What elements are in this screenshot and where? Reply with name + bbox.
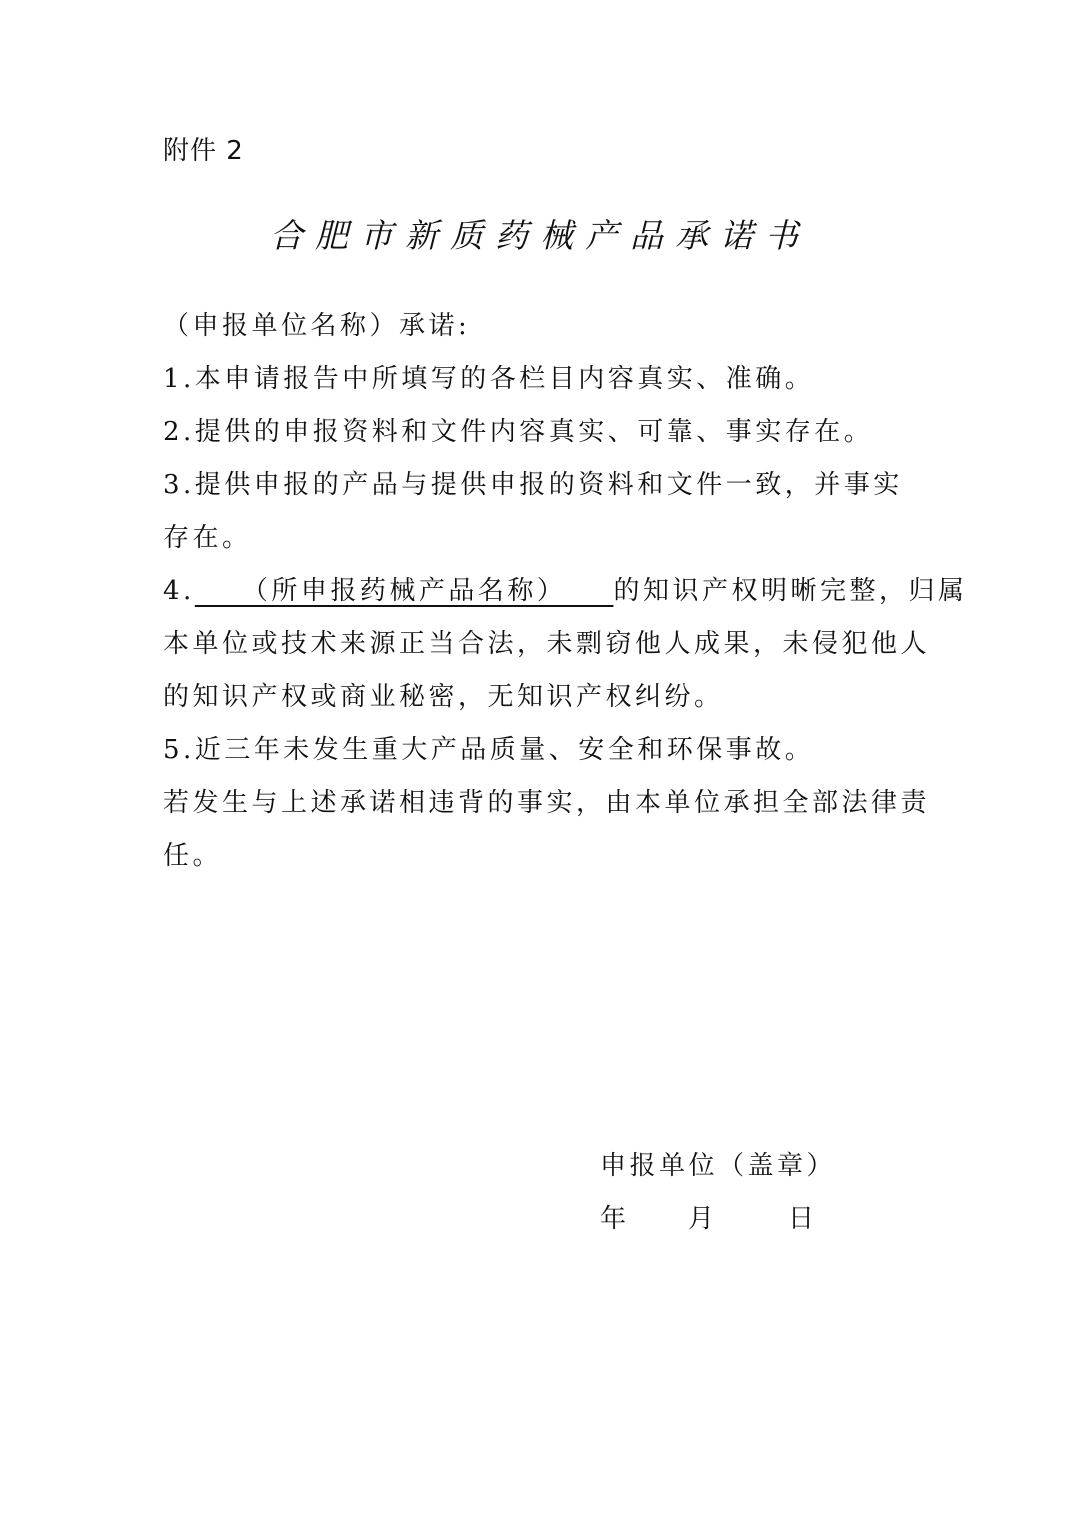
item-5: 5.近三年未发生重大产品质量、安全和环保事故。 <box>163 735 815 765</box>
date-day: 日 <box>788 1204 818 1234</box>
item-4-line-3: 的知识产权或商业秘密，无知识产权纠纷。 <box>163 682 724 712</box>
item-4-line-1 <box>163 565 968 618</box>
item-3-line-2: 存在。 <box>163 523 252 553</box>
date-month: 月 <box>688 1204 718 1234</box>
closing-line-1: 若发生与上述承诺相违背的事实，由本单位承担全部法律责 <box>163 788 931 818</box>
commitment-body <box>163 300 968 883</box>
item-3-line-1: 3.提供申报的产品与提供申报的资料和文件一致，并事实 <box>163 470 903 500</box>
date-year: 年 <box>600 1204 630 1234</box>
signing-unit-label: 申报单位（盖章） <box>600 1151 837 1181</box>
closing-line-2: 任。 <box>163 841 223 871</box>
document-title: 合肥市新质药械产品承诺书 <box>270 216 810 255</box>
item-1: 1.本申请报告中所填写的各栏目内容真实、准确。 <box>163 364 815 394</box>
item-4-prefix: 4. <box>163 576 195 606</box>
item-2: 2.提供的申报资料和文件内容真实、可靠、事实存在。 <box>163 417 874 447</box>
annex-label: 附件 2 <box>163 136 244 166</box>
intro-line: （申报单位名称）承诺: <box>163 311 471 341</box>
item-4-rest: 的知识产权明晰完整，归属 <box>613 576 968 606</box>
item-4-line-2: 本单位或技术来源正当合法，未剽窃他人成果，未侵犯他人 <box>163 629 931 659</box>
signature-block <box>600 1140 836 1246</box>
date-line <box>600 1193 836 1246</box>
product-name-blank: （所申报药械产品名称） <box>194 576 614 606</box>
